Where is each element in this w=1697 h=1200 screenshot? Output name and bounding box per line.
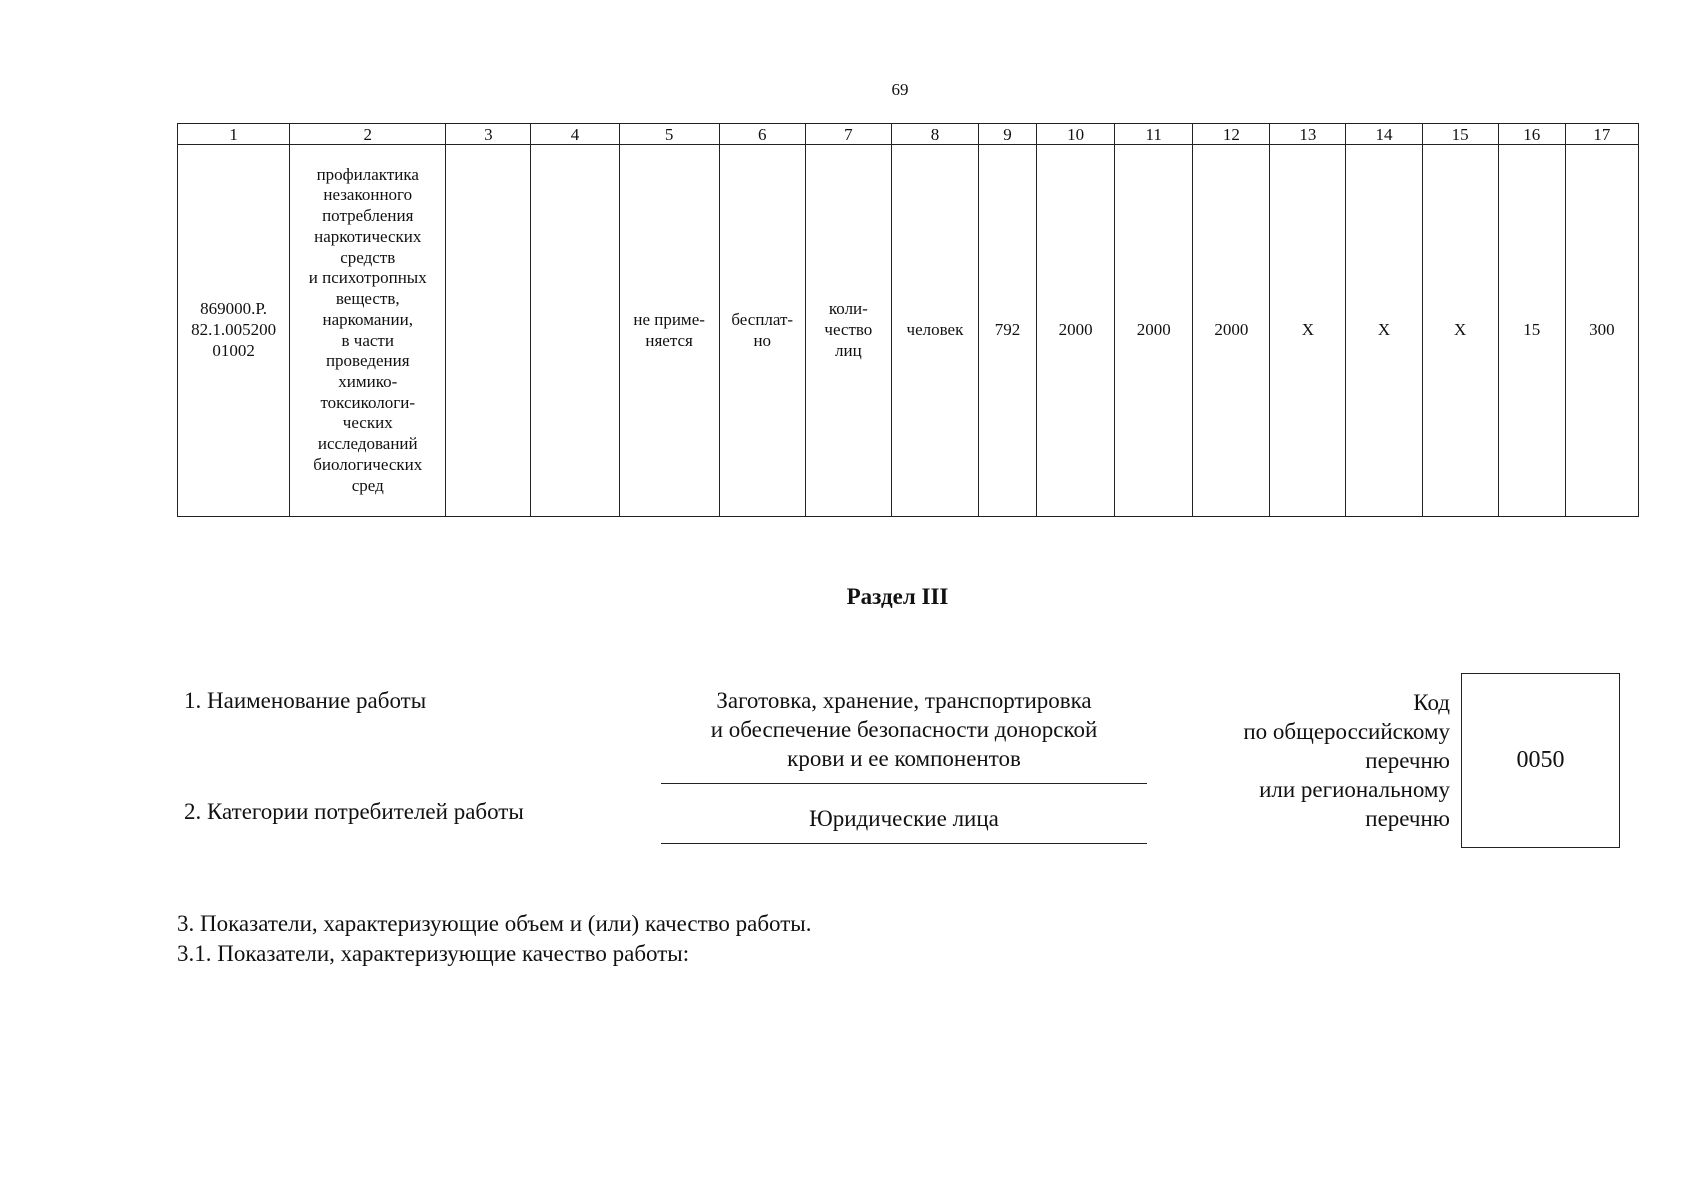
header-cell: 14 xyxy=(1346,124,1422,145)
header-cell: 13 xyxy=(1270,124,1346,145)
value-cell xyxy=(1193,145,1270,517)
header-cell: 16 xyxy=(1498,124,1565,145)
deviation-percent-cell xyxy=(1498,145,1565,517)
registry-number-cell xyxy=(178,145,290,517)
header-cell: 17 xyxy=(1565,124,1638,145)
header-cell: 7 xyxy=(805,124,891,145)
cell-text: 300 xyxy=(1589,320,1615,340)
empty-cell xyxy=(531,145,619,517)
cell-text: Х xyxy=(1453,320,1467,340)
condition-cell xyxy=(719,145,805,517)
header-cell: 9 xyxy=(979,124,1037,145)
work-name-underline xyxy=(661,783,1147,784)
condition-cell xyxy=(619,145,719,517)
indicator-name-cell xyxy=(805,145,891,517)
header-cell: 3 xyxy=(446,124,531,145)
header-cell: 11 xyxy=(1115,124,1193,145)
deviation-absolute-cell xyxy=(1565,145,1638,517)
consumers-underline xyxy=(661,843,1147,844)
unit-code-cell xyxy=(979,145,1037,517)
paragraph-3-1: 3.1. Показатели, характеризующие качество работы: xyxy=(177,941,690,966)
header-cell: 12 xyxy=(1193,124,1270,145)
cell-text: 15 xyxy=(1523,320,1541,340)
unit-name-cell xyxy=(891,145,978,517)
header-cell: 4 xyxy=(531,124,619,145)
cell-text: 2000 xyxy=(1214,320,1249,340)
header-cell: 1 xyxy=(178,124,290,145)
cell-text: профилактика незаконного потребления наркотических средств и психотропных веществ, наркомании, в части проведения химико- токсикологи- ческих исследований биологических сред xyxy=(308,164,427,495)
cell-text: 792 xyxy=(994,320,1021,340)
cell-text: Х xyxy=(1301,320,1315,340)
consumers-label: 2. Категории потребителей работы xyxy=(184,799,524,824)
header-cell: 8 xyxy=(891,124,978,145)
cell-text: не приме- няется xyxy=(633,309,705,350)
table-header-row xyxy=(178,124,1639,145)
code-value: 0050 xyxy=(1516,747,1565,773)
section-title: Раздел III xyxy=(846,584,949,609)
work-name-text: Заготовка, хранение, транспортировка и обеспечение безопасности донорской крови и ее компонентов xyxy=(710,688,1098,771)
code-label-text: Код по общероссийскому перечню или региональному перечню xyxy=(1243,690,1450,831)
header-cell: 10 xyxy=(1037,124,1115,145)
header-cell: 6 xyxy=(719,124,805,145)
price-cell xyxy=(1346,145,1422,517)
header-cell: 5 xyxy=(619,124,719,145)
cell-text: 2000 xyxy=(1058,320,1093,340)
cell-text: 2000 xyxy=(1136,320,1171,340)
cell-text: коли- чество лиц xyxy=(824,299,873,360)
paragraph-3: 3. Показатели, характеризующие объем и (или) качество работы. xyxy=(177,911,812,936)
page-number: 69 xyxy=(891,80,909,99)
header-cell: 15 xyxy=(1422,124,1498,145)
header-cell: 2 xyxy=(290,124,446,145)
value-cell xyxy=(1037,145,1115,517)
price-cell xyxy=(1270,145,1346,517)
table-row xyxy=(178,145,1639,517)
service-content-cell xyxy=(290,145,446,517)
empty-cell xyxy=(446,145,531,517)
consumers-value: Юридические лица xyxy=(809,806,999,831)
work-name-label: 1. Наименование работы xyxy=(184,688,427,713)
cell-text: человек xyxy=(906,320,964,340)
indicators-table xyxy=(177,123,1639,517)
work-name-value xyxy=(661,686,1147,773)
price-cell xyxy=(1422,145,1498,517)
cell-text: 869000.Р. 82.1.005200 01002 xyxy=(191,299,277,360)
cell-text: бесплат- но xyxy=(731,309,794,350)
code-label xyxy=(1160,688,1450,833)
code-box xyxy=(1461,673,1620,848)
value-cell xyxy=(1115,145,1193,517)
cell-text: Х xyxy=(1377,320,1391,340)
